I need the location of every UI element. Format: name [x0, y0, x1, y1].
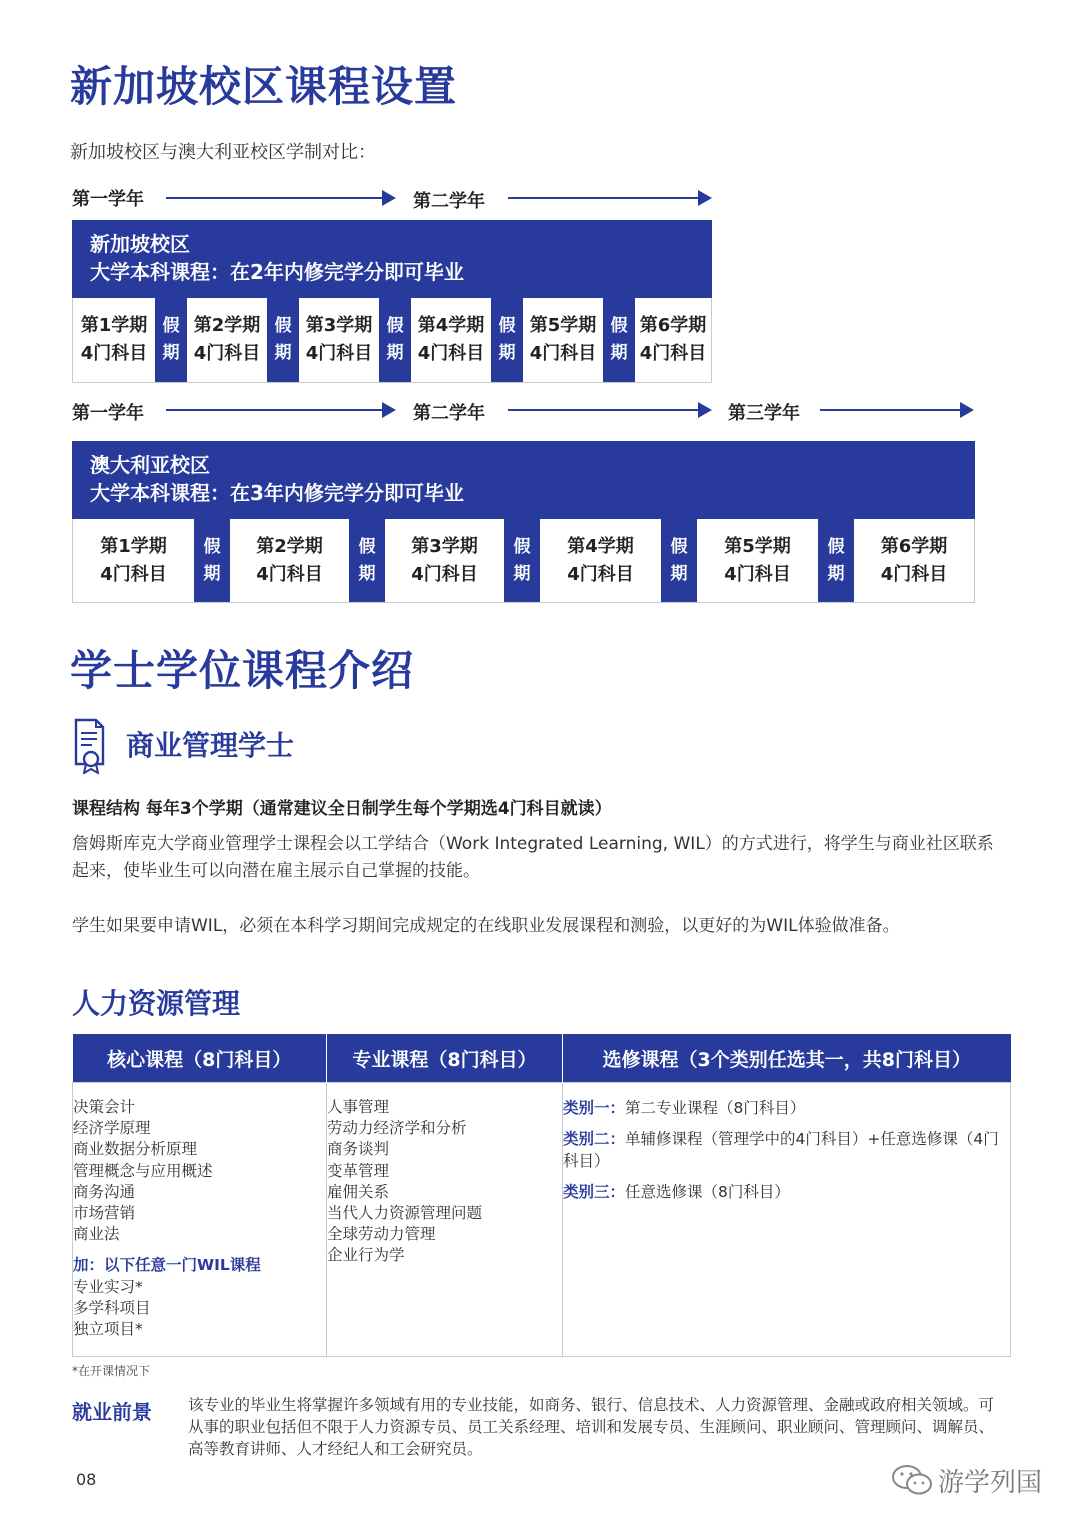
degree-description: 詹姆斯库克大学商业管理学士课程会以工学结合（Work Integrated Learning, WIL）的方式进行，将学生与商业社区联系起来，使毕业生可以向潜在雇主展示自己掌握的技能。	[72, 834, 994, 881]
specialist-course: 劳动力经济学和分析	[327, 1119, 467, 1138]
au-semester-2: 第2学期 4门科目	[256, 535, 323, 585]
core-course: 商务沟通	[73, 1182, 136, 1201]
au-holiday-1: 假 期	[194, 519, 230, 602]
elective-category-1: 类别一：第二专业课程（8门科目）	[563, 1099, 806, 1117]
core-course: 商业数据分析原理	[73, 1140, 198, 1159]
au-semester-6: 第6学期 4门科目	[880, 535, 948, 585]
specialist-column	[327, 1083, 563, 1357]
watermark: 游学列国	[938, 1468, 1043, 1498]
au-semester-row	[72, 519, 975, 603]
career-text: 该专业的毕业生将掌握许多领域有用的专业技能，如商务、银行、信息技术、人力资源管理、金融或政府相关领域。可从事的职业包括但不限于人力资源专员、员工关系经理、培训和发展专员、生涯顾问、职业顾问、管理顾问、调解员、高等教育讲师、人才经纪人和工会研究员。	[188, 1396, 995, 1458]
core-course: 市场营销	[73, 1204, 136, 1223]
degree-section-title: 学士学位课程介绍	[70, 646, 415, 695]
career-label: 就业前景	[72, 1400, 152, 1424]
sg-campus-band	[72, 220, 712, 298]
wil-heading: 加：以下任意一门WIL课程	[73, 1256, 261, 1275]
au-arrow-3	[820, 409, 972, 411]
au-year1-label: 第一学年	[72, 403, 144, 424]
au-holiday-5: 假 期	[818, 519, 854, 602]
specialist-course: 变革管理	[327, 1161, 390, 1180]
wechat-icon	[890, 1463, 934, 1497]
specialist-course: 雇佣关系	[327, 1182, 390, 1201]
sg-semester-4: 第4学期 4门科目	[417, 315, 485, 364]
wil-course: 独立项目*	[73, 1320, 143, 1339]
sg-semester-3: 第3学期 4门科目	[305, 315, 373, 364]
elective-header: 选修课程（3个类别任选其一，共8门科目）	[563, 1034, 1011, 1083]
sg-holiday-5: 假 期	[603, 298, 635, 382]
au-semester-5: 第5学期 4门科目	[724, 535, 791, 585]
elective-category-2: 类别二：单辅修课程（管理学中的4门科目）+任意选修课（4门科目）	[563, 1130, 999, 1170]
sg-holiday-2: 假 期	[267, 298, 299, 382]
au-semester-1: 第1学期 4门科目	[100, 535, 167, 585]
sg-semester-row	[72, 298, 712, 383]
sg-holiday-3: 假 期	[379, 298, 411, 382]
comparison-intro: 新加坡校区与澳大利亚校区学制对比：	[70, 142, 376, 163]
specialist-course: 商务谈判	[327, 1140, 390, 1159]
specialist-course: 人事管理	[327, 1098, 390, 1116]
wil-requirement: 学生如果要申请WIL，必须在本科学习期间完成规定的在线职业发展课程和测验，以更好的为WIL体验做准备。	[72, 916, 900, 936]
core-header: 核心课程（8门科目）	[73, 1034, 327, 1083]
au-semester-3: 第3学期 4门科目	[411, 535, 478, 585]
sg-year2-label: 第二学年	[413, 191, 485, 212]
core-column	[73, 1083, 327, 1357]
sg-arrow-2	[508, 197, 710, 199]
major-title: 人力资源管理	[72, 987, 241, 1020]
au-campus-name: 澳大利亚校区	[90, 453, 210, 477]
course-table	[72, 1034, 1011, 1357]
elective-column	[563, 1083, 1011, 1357]
degree-name: 商业管理学士	[126, 729, 295, 762]
specialist-course: 企业行为学	[327, 1246, 405, 1265]
au-year2-label: 第二学年	[413, 403, 485, 424]
sg-year1-label: 第一学年	[72, 189, 144, 210]
au-holiday-3: 假 期	[504, 519, 540, 602]
footnote: *在开课情况下	[72, 1364, 151, 1378]
sg-semester-6: 第6学期 4门科目	[639, 315, 707, 364]
certificate-icon	[70, 718, 106, 774]
elective-category-3: 类别三：任意选修课（8门科目）	[563, 1183, 790, 1201]
sg-holiday-4: 假 期	[491, 298, 523, 382]
core-course: 管理概念与应用概述	[73, 1161, 213, 1180]
specialist-header: 专业课程（8门科目）	[327, 1034, 563, 1083]
specialist-course: 当代人力资源管理问题	[327, 1204, 483, 1223]
sg-arrow-1	[166, 197, 394, 199]
au-semester-4: 第4学期 4门科目	[567, 535, 634, 585]
au-arrow-2	[508, 409, 710, 411]
specialist-course: 全球劳动力管理	[327, 1225, 436, 1244]
sg-semester-5: 第5学期 4门科目	[529, 315, 597, 364]
sg-campus-name: 新加坡校区	[90, 232, 190, 256]
sg-semester-1: 第1学期 4门科目	[80, 315, 148, 364]
sg-semester-2: 第2学期 4门科目	[193, 315, 261, 364]
wil-course: 多学科项目	[73, 1298, 151, 1317]
au-year3-label: 第三学年	[728, 403, 800, 424]
au-campus-band	[72, 441, 975, 519]
core-course: 商业法	[73, 1225, 120, 1244]
wil-course: 专业实习*	[73, 1277, 143, 1296]
course-structure: 课程结构 每年3个学期（通常建议全日制学生每个学期选4门科目就读）	[72, 799, 612, 819]
sg-holiday-1: 假 期	[155, 298, 187, 382]
au-holiday-2: 假 期	[349, 519, 385, 602]
core-course: 经济学原理	[73, 1119, 151, 1138]
page-title: 新加坡校区课程设置	[70, 62, 458, 111]
core-course: 决策会计	[73, 1098, 136, 1116]
au-program-desc: 大学本科课程：在3年内修完学分即可毕业	[90, 481, 464, 505]
page-number: 08	[76, 1470, 97, 1489]
au-holiday-4: 假 期	[661, 519, 697, 602]
sg-program-desc: 大学本科课程：在2年内修完学分即可毕业	[90, 260, 464, 284]
au-arrow-1	[166, 409, 394, 411]
